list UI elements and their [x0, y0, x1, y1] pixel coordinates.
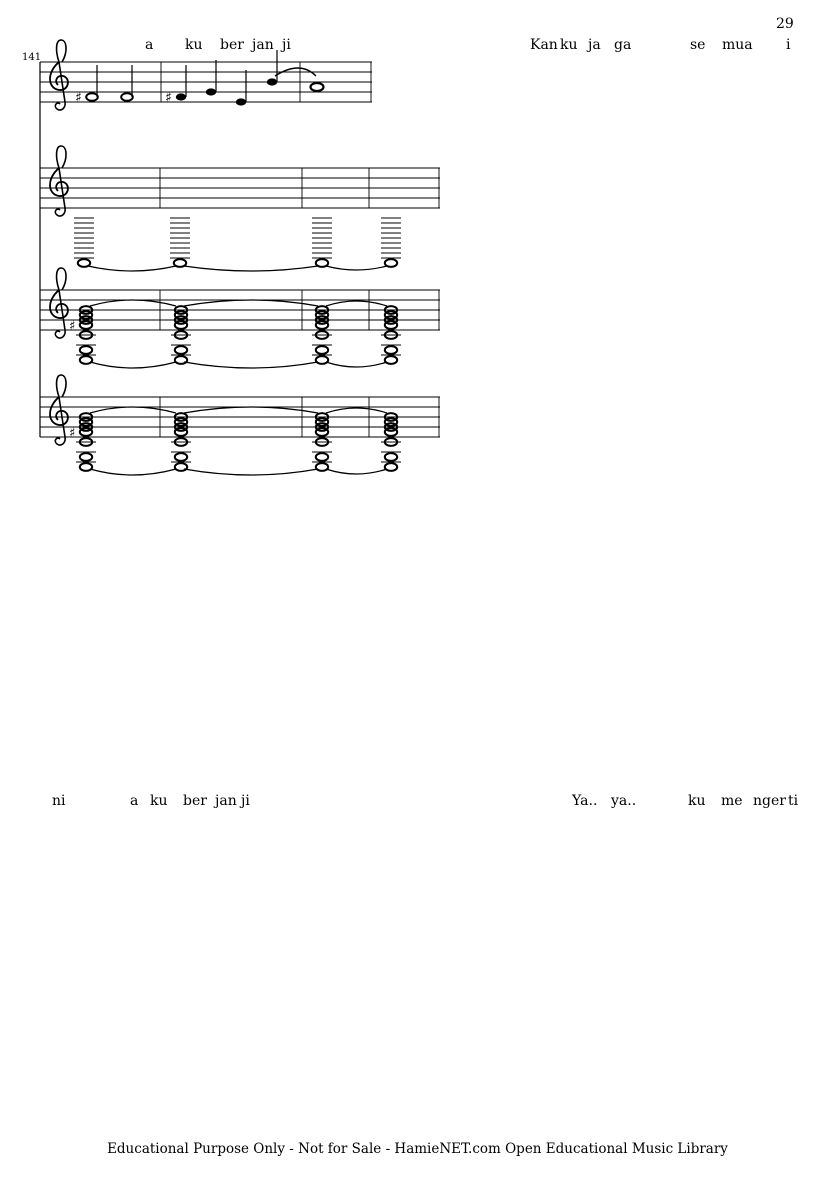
svg-text:♯: ♯ — [69, 319, 76, 334]
staff-4 — [40, 375, 440, 475]
lyric-syllable: Ya.. — [572, 793, 598, 809]
lyric-syllable: jan — [252, 37, 274, 53]
lyric-syllable: ku — [688, 793, 706, 809]
staff-2 — [40, 146, 440, 271]
svg-text:♯: ♯ — [165, 90, 172, 106]
lyric-syllable: se — [690, 37, 706, 53]
lyric-syllable: jan — [215, 793, 237, 809]
lyric-syllable: Kan — [530, 37, 558, 53]
lyric-syllable: ku — [185, 37, 203, 53]
svg-text:♯: ♯ — [75, 90, 82, 106]
lyric-syllable: mua — [722, 37, 753, 53]
lyric-syllable: a — [145, 37, 154, 53]
page-number: 29 — [776, 16, 794, 32]
lyric-syllable: me — [721, 793, 743, 809]
lyric-syllable: ti — [788, 793, 799, 809]
lyric-syllable: ber — [183, 793, 207, 809]
lyric-syllable: nger — [753, 793, 786, 809]
staff-3 — [40, 268, 440, 368]
lyric-syllable: ji — [241, 793, 250, 809]
lyric-syllable: ja — [588, 37, 601, 53]
lyric-syllable: a — [130, 793, 139, 809]
lyric-syllable: i — [786, 37, 791, 53]
vocal-staff — [40, 40, 372, 110]
footer-notice: Educational Purpose Only - Not for Sale - HamieNET.com Open Educational Music Library — [107, 1141, 728, 1157]
lyric-syllable: ku — [560, 37, 578, 53]
lyric-syllable: ya.. — [611, 793, 637, 809]
lyric-syllable: ga — [614, 37, 632, 53]
lyric-syllable: ber — [220, 37, 244, 53]
lyric-syllable: ku — [150, 793, 168, 809]
lyric-syllable: ni — [52, 793, 66, 809]
lyric-syllable: ji — [282, 37, 291, 53]
measure-number: 141 — [22, 52, 42, 63]
svg-text:♯: ♯ — [69, 426, 76, 441]
